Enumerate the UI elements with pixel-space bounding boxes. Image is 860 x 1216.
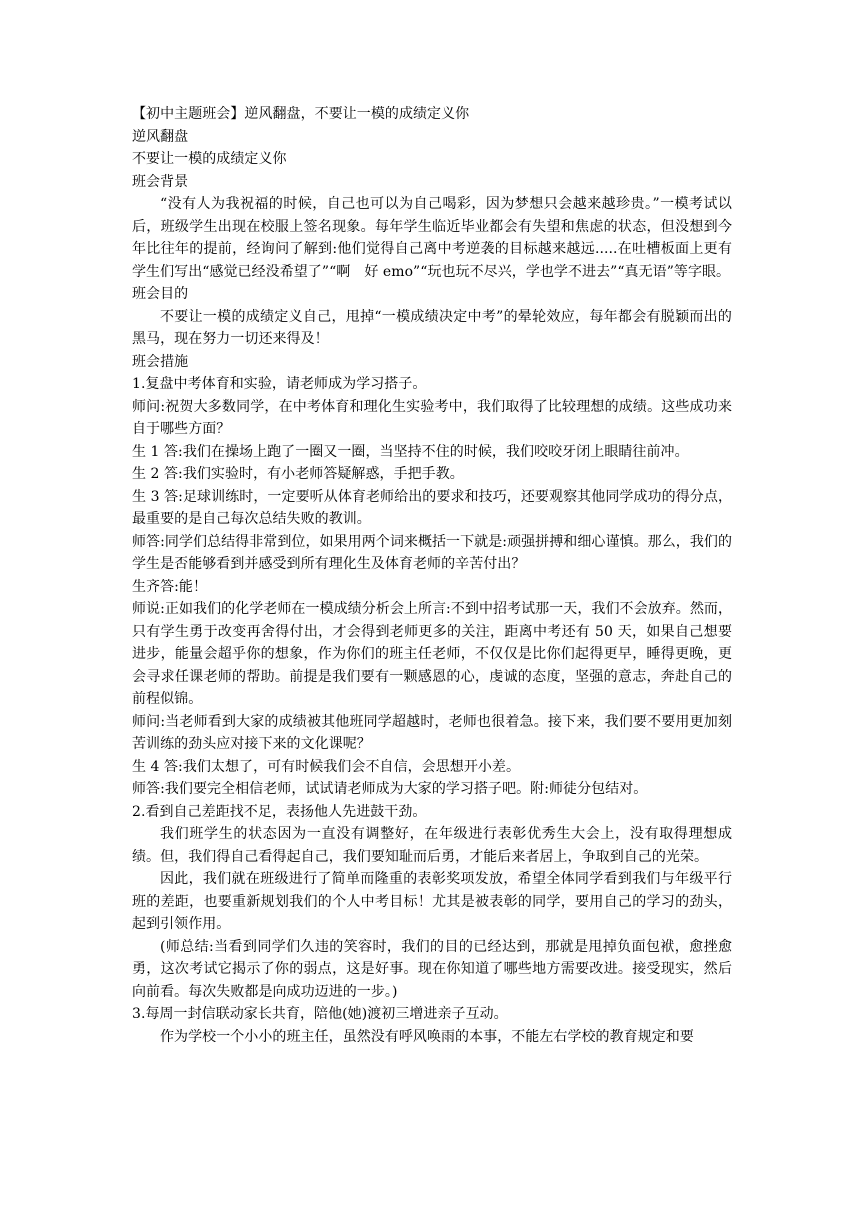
document-title: 【初中主题班会】逆风翻盘，不要让一模的成绩定义你 [132,106,470,122]
measures-paragraph: 因此，我们就在班级进行了简单而隆重的表彰奖项发放，希望全体同学看到我们与年级平行班的差距，也要重新规划我们的个人中考目标！尤其是被表彰的同学，要用自己的学习的劲头，起到引领作用。 [132,871,732,932]
section-heading-background: 班会背景 [132,173,189,190]
measures-paragraph: 师答:我们要完全相信老师，试试请老师成为大家的学习搭子吧。附:师徒分包结对。 [132,781,648,797]
purpose-paragraph: 不要让一模的成绩定义自己，甩掉“一模成绩决定中考”的晕轮效应，每年都会有脱颖而出的黑马，现在努力一切还来得及！ [132,308,732,347]
measures-paragraph: 我们班学生的状态因为一直没有调整好，在年级进行表彰优秀生大会上，没有取得理想成绩。但，我们得自己看得起自己，我们要知耻而后勇，才能后来者居上，争取到自己的光荣。 [132,826,732,865]
measures-paragraph: 生 1 答:我们在操场上跑了一圈又一圈，当坚持不住的时候，我们咬咬牙闭上眼睛往前冲。 [132,443,689,460]
subtitle-second: 不要让一模的成绩定义你 [132,151,287,167]
subtitle-first: 逆风翻盘 [132,128,189,145]
measures-paragraph: 1.复盘中考体育和实验，请老师成为学习搭子。 [132,376,427,392]
measures-paragraph: 师答:同学们总结得非常到位，如果用两个词来概括一下就是:顽强拼搏和细心谨慎。那么，我们的学生是否能够看到并感受到所有理化生及体育老师的辛苦付出？ [132,533,732,572]
measures-paragraph: 2.看到自己差距找不足，表扬他人先进鼓干劲。 [132,803,427,820]
measures-paragraph: 生 4 答:我们太想了，可有时候我们会不自信，会思想开小差。 [132,758,521,775]
section-heading-purpose: 班会目的 [132,286,189,302]
measures-paragraph: 作为学校一个小小的班主任，虽然没有呼风唤雨的本事，不能左右学校的教育规定和要 [160,1028,694,1045]
document-page [132,103,732,1048]
measures-paragraph: 生齐答:能！ [132,578,208,595]
measures-content [132,373,732,1048]
measures-paragraph: 师问:当老师看到大家的成绩被其他班同学超越时，老师也很着急。接下来，我们要不要用更加刻苦训练的劲头应对接下来的文化课呢？ [132,713,732,752]
measures-paragraph: 生 2 答:我们实验时，有小老师答疑解惑，手把手教。 [132,466,464,482]
measures-paragraph: (师总结:当看到同学们久违的笑容时，我们的目的已经达到，那就是甩掉负面包袱，愈挫愈勇，这次考试它揭示了你的弱点，这是好事。现在你知道了哪些地方需要改进。接受现实，然后向前看。每次失败都是向成功迈进的一步。) [132,938,732,1000]
measures-paragraph: 生 3 答:足球训练时，一定要听从体育老师给出的要求和技巧，还要观察其他同学成功的得分点，最重要的是自己每次总结失败的教训。 [132,488,732,527]
measures-paragraph: 师问:祝贺大多数同学，在中考体育和理化生实验考中，我们取得了比较理想的成绩。这些成功来自于哪些方面？ [132,398,732,437]
measures-paragraph: 3.每周一封信联动家长共育，陪他(她)渡初三增进亲子互动。 [132,1006,508,1022]
section-heading-measures: 班会措施 [132,353,189,370]
background-paragraph: “没有人为我祝福的时候，自己也可以为自己喝彩，因为梦想只会越来越珍贵。”一模考试以后，班级学生出现在校服上签名现象。每年学生临近毕业都会有失望和焦虑的状态，但没想到今年比往年的提前，经询问了解到:他们觉得自己离中考逆袭的目标越来越远.....在吐槽板面上更有学生们写出“感觉已经没希望了”“啊 好 emo”“玩也玩不尽兴，学也学不进去”“真无语”等字眼。 [132,196,732,280]
measures-paragraph: 师说:正如我们的化学老师在一模成绩分析会上所言:不到中招考试那一天，我们不会放弃。然而，只有学生勇于改变再舍得付出，才会得到老师更多的关注，距离中考还有 50 天，如果自己想要进步，能量会超乎你的想象，作为你们的班主任老师，不仅仅是比你们起得更早，睡得更晚，更会寻求任课老师的帮助。前提是我们要有一颗感恩的心，虔诚的态度，坚强的意志，奔赴自己的前程似锦。 [132,601,732,707]
